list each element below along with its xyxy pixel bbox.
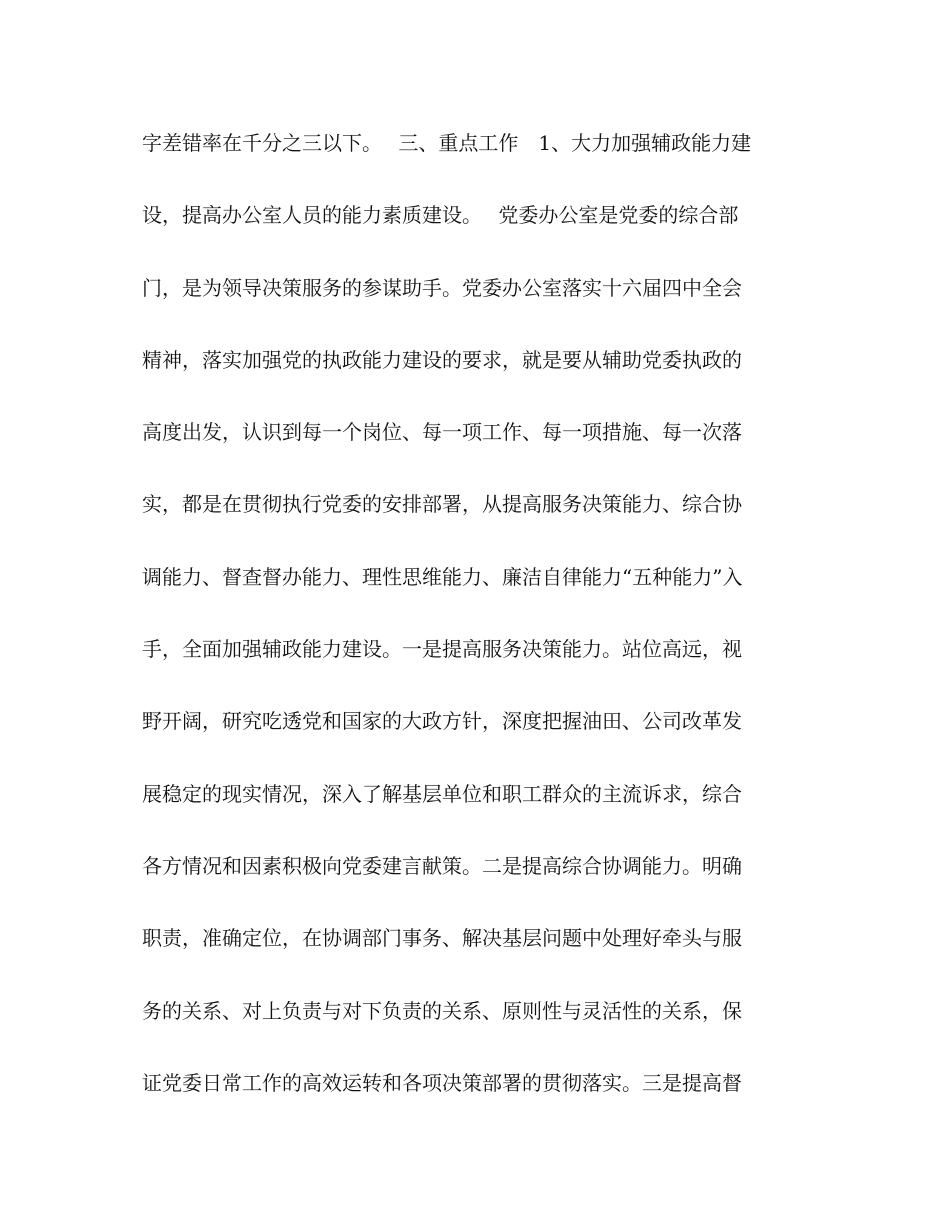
text-line: 手，全面加强辅政能力建设。一是提高服务决策能力。站位高远，视 [142, 637, 742, 662]
text-line: 门，是为领导决策服务的参谋助手。党委办公室落实十六届四中全会 [142, 275, 742, 300]
text-line: 设，提高办公室人员的能力素质建设。 党委办公室是党委的综合部 [142, 203, 739, 228]
body-text [142, 121, 822, 1133]
text-line: 各方情况和因素积极向党委建言献策。二是提高综合协调能力。明确 [142, 853, 742, 878]
text-line: 高度出发，认识到每一个岗位、每一项工作、每一项措施、每一次落 [142, 420, 742, 445]
text-line: 精神，落实加强党的执政能力建设的要求，就是要从辅助党委执政的 [142, 347, 742, 372]
text-line: 野开阔，研究吃透党和国家的大政方针，深度把握油田、公司改革发 [142, 709, 742, 734]
text-line: 展稳定的现实情况，深入了解基层单位和职工群众的主流诉求，综合 [142, 781, 742, 806]
text-line: 字差错率在千分之三以下。 三、重点工作 1、大力加强辅政能力建 [142, 131, 752, 155]
text-line: 实，都是在贯彻执行党委的安排部署，从提高服务决策能力、综合协 [142, 492, 742, 517]
text-line: 调能力、督查督办能力、理性思维能力、廉洁自律能力“五种能力”入 [142, 564, 743, 589]
text-line: 职责，准确定位，在协调部门事务、解决基层问题中处理好牵头与服 [142, 926, 742, 951]
text-line: 证党委日常工作的高效运转和各项决策部署的贯彻落实。三是提高督 [142, 1070, 742, 1095]
text-line: 务的关系、对上负责与对下负责的关系、原则性与灵活性的关系，保 [142, 998, 742, 1023]
